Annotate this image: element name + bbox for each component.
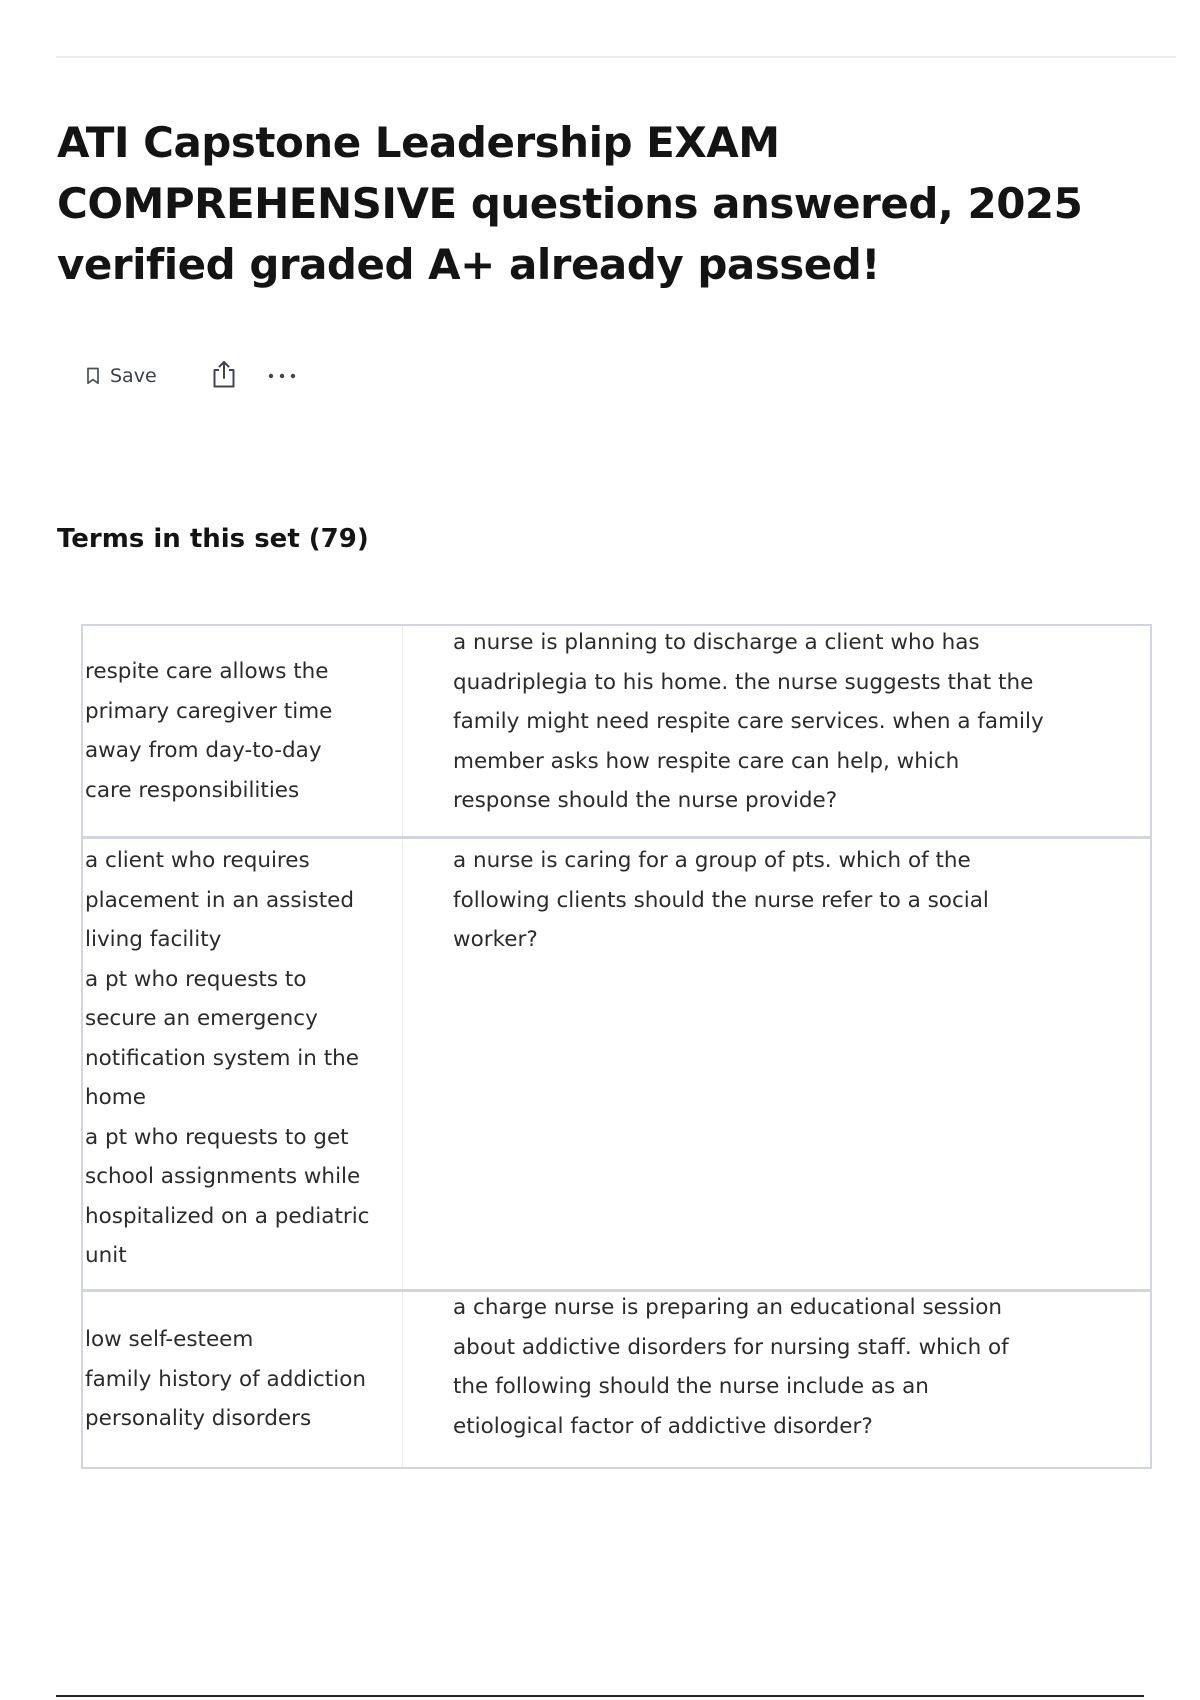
bookmark-icon — [86, 367, 100, 385]
term-row — [83, 626, 1150, 839]
more-options-icon — [267, 367, 297, 385]
save-button[interactable] — [86, 365, 157, 387]
definition-cell: a charge nurse is preparing an educational session about addictive disorders for nursing staff. which of the following should the nurse include as an etiological factor of addictive disorder? — [453, 1295, 1009, 1439]
share-button[interactable] — [211, 359, 237, 394]
terms-table — [81, 624, 1152, 1469]
page-title: ATI Capstone Leadership EXAM COMPREHENSIVE questions answered, 2025 verified graded A+ already passed! — [57, 118, 1083, 289]
term-row — [83, 839, 1150, 1292]
definition-cell: a nurse is caring for a group of pts. which of the following clients should the nurse refer to a social worker? — [453, 848, 989, 952]
top-divider — [56, 56, 1176, 58]
save-label: Save — [110, 365, 157, 387]
bottom-divider — [56, 1695, 1144, 1697]
term-row — [83, 1292, 1150, 1467]
action-bar — [86, 358, 297, 394]
more-options-button[interactable] — [267, 367, 297, 385]
terms-heading: Terms in this set (79) — [57, 524, 369, 554]
definition-cell: a nurse is planning to discharge a client who has quadriplegia to his home. the nurse suggests that the family might need respite care services. when a family member asks how respite care can help, which response should the nurse provide? — [453, 630, 1044, 813]
share-icon — [211, 359, 237, 394]
term-cell: low self-esteem family history of addiction personality disorders — [83, 1292, 403, 1467]
term-cell: a client who requires placement in an assisted living facility a pt who requests to secure an emergency notification system in the home a pt who requests to get school assignments while hospitalized on a pediatric unit — [83, 839, 403, 1289]
term-cell: respite care allows the primary caregiver time away from day-to-day care responsibilities — [83, 626, 403, 836]
